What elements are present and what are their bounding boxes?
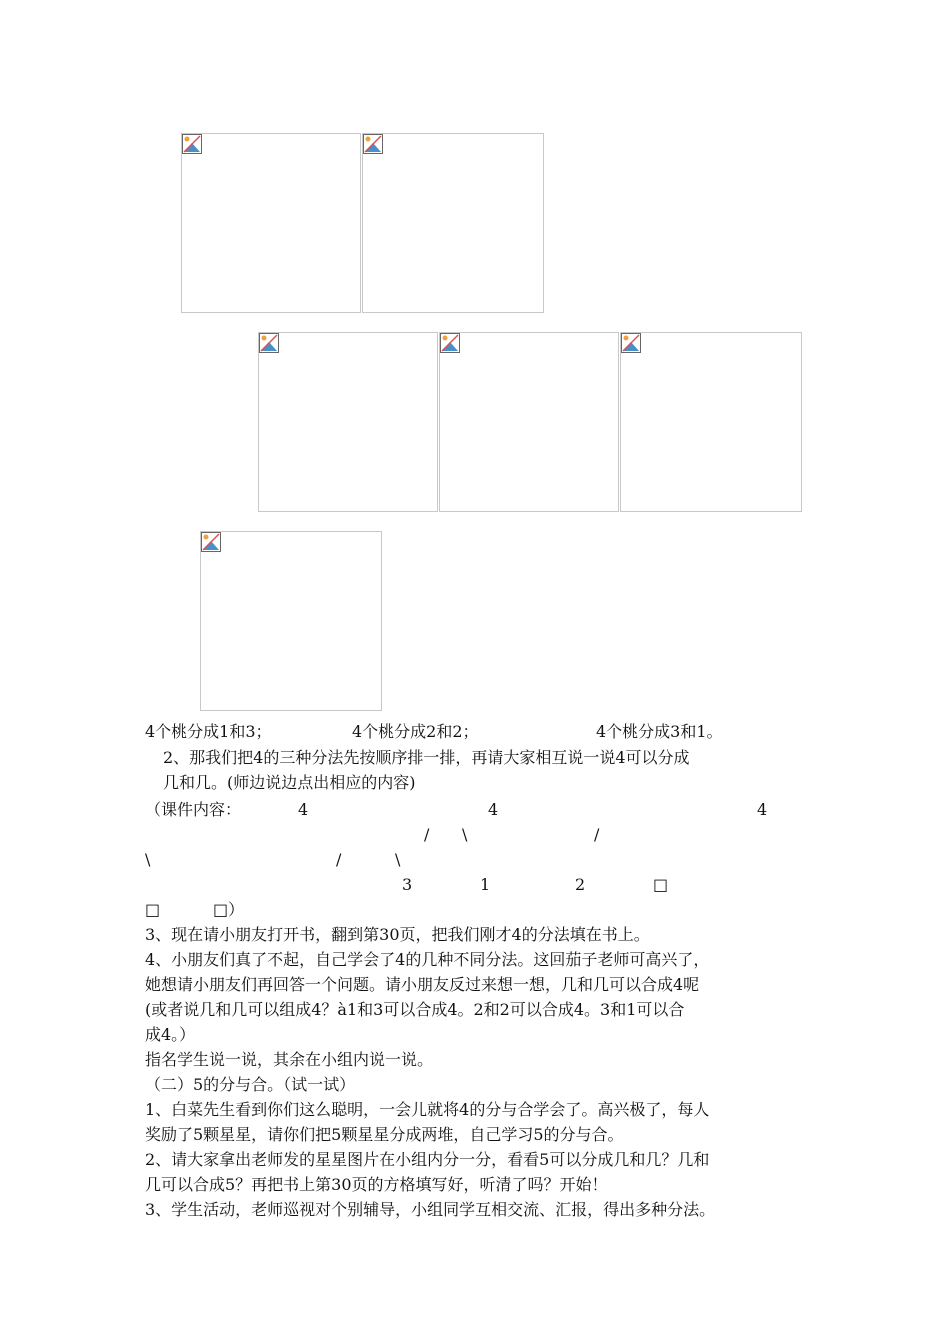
courseware-box-2: □: [145, 900, 161, 919]
section-2-item-1-line-1: 1、白菜先生看到你们这么聪明，一会儿就将4的分与合学会了。高兴极了，每人: [145, 1100, 710, 1119]
broken-image-icon: [201, 532, 221, 552]
courseware-backslash-c: \: [395, 850, 401, 869]
courseware-four-b: 4: [488, 800, 499, 819]
broken-image-icon: [363, 134, 383, 154]
courseware-num-2: 2: [575, 875, 586, 894]
courseware-num-1: 1: [480, 875, 491, 894]
broken-image-icon: [259, 333, 279, 353]
courseware-backslash-b: \: [145, 850, 151, 869]
courseware-num-3: 3: [402, 875, 413, 894]
section-2-heading: （二）5的分与合。（试一试）: [145, 1075, 356, 1094]
peach-image-1: [181, 133, 361, 313]
peach-image-3: [258, 332, 438, 512]
caption-3: 4个桃分成3和1。: [596, 722, 723, 741]
broken-image-icon: [182, 134, 202, 154]
section-2-item-3: 3、学生活动，老师巡视对个别辅导，小组同学互相交流、汇报，得出多种分法。: [145, 1200, 716, 1219]
courseware-four-c: 4: [757, 800, 768, 819]
peach-image-2: [362, 133, 544, 313]
peach-image-4: [439, 332, 619, 512]
courseware-box-3: □）: [213, 900, 245, 919]
paragraph-4-line-1: 4、小朋友们真了不起，自己学会了4的几种不同分法。这回茄子老师可高兴了，: [145, 950, 710, 969]
courseware-four-a: 4: [298, 800, 309, 819]
section-2-item-2-line-2: 几可以合成5？再把书上第30页的方格填写好，听清了吗？开始！: [145, 1175, 608, 1194]
peach-image-6: [200, 531, 382, 711]
caption-1: 4个桃分成1和3；: [145, 722, 272, 741]
broken-image-icon: [621, 333, 641, 353]
courseware-box-1: □: [653, 875, 669, 894]
section-2-item-1-line-2: 奖励了5颗星星，请你们把5颗星星分成两堆，自己学习5的分与合。: [145, 1125, 624, 1144]
section-2-item-2-line-1: 2、请大家拿出老师发的星星图片在小组内分一分，看看5可以分成几和几？几和: [145, 1150, 710, 1169]
paragraph-4-line-2: 她想请小朋友们再回答一个问题。请小朋友反过来想一想，几和几可以合成4呢: [145, 975, 700, 994]
paragraph-5: 指名学生说一说，其余在小组内说一说。: [145, 1050, 434, 1069]
paragraph-2-line-1: 2、那我们把4的三种分法先按顺序排一排，再请大家相互说一说4可以分成: [163, 748, 690, 767]
paragraph-3: 3、现在请小朋友打开书，翻到第30页，把我们刚才4的分法填在书上。: [145, 925, 650, 944]
courseware-slash-b: /: [594, 825, 600, 844]
courseware-backslash-a: \: [462, 825, 468, 844]
courseware-slash-c: /: [336, 850, 342, 869]
peach-image-5: [620, 332, 802, 512]
courseware-slash-a: /: [424, 825, 430, 844]
paragraph-2-line-2: 几和几。(师边说边点出相应的内容): [163, 773, 416, 792]
paragraph-4-line-4: 成4。）: [145, 1025, 196, 1044]
courseware-label: （课件内容：: [145, 800, 242, 819]
paragraph-4-line-3: (或者说几和几可以组成4？à1和3可以合成4。2和2可以合成4。3和1可以合: [145, 1000, 685, 1019]
caption-2: 4个桃分成2和2；: [352, 722, 479, 741]
broken-image-icon: [440, 333, 460, 353]
